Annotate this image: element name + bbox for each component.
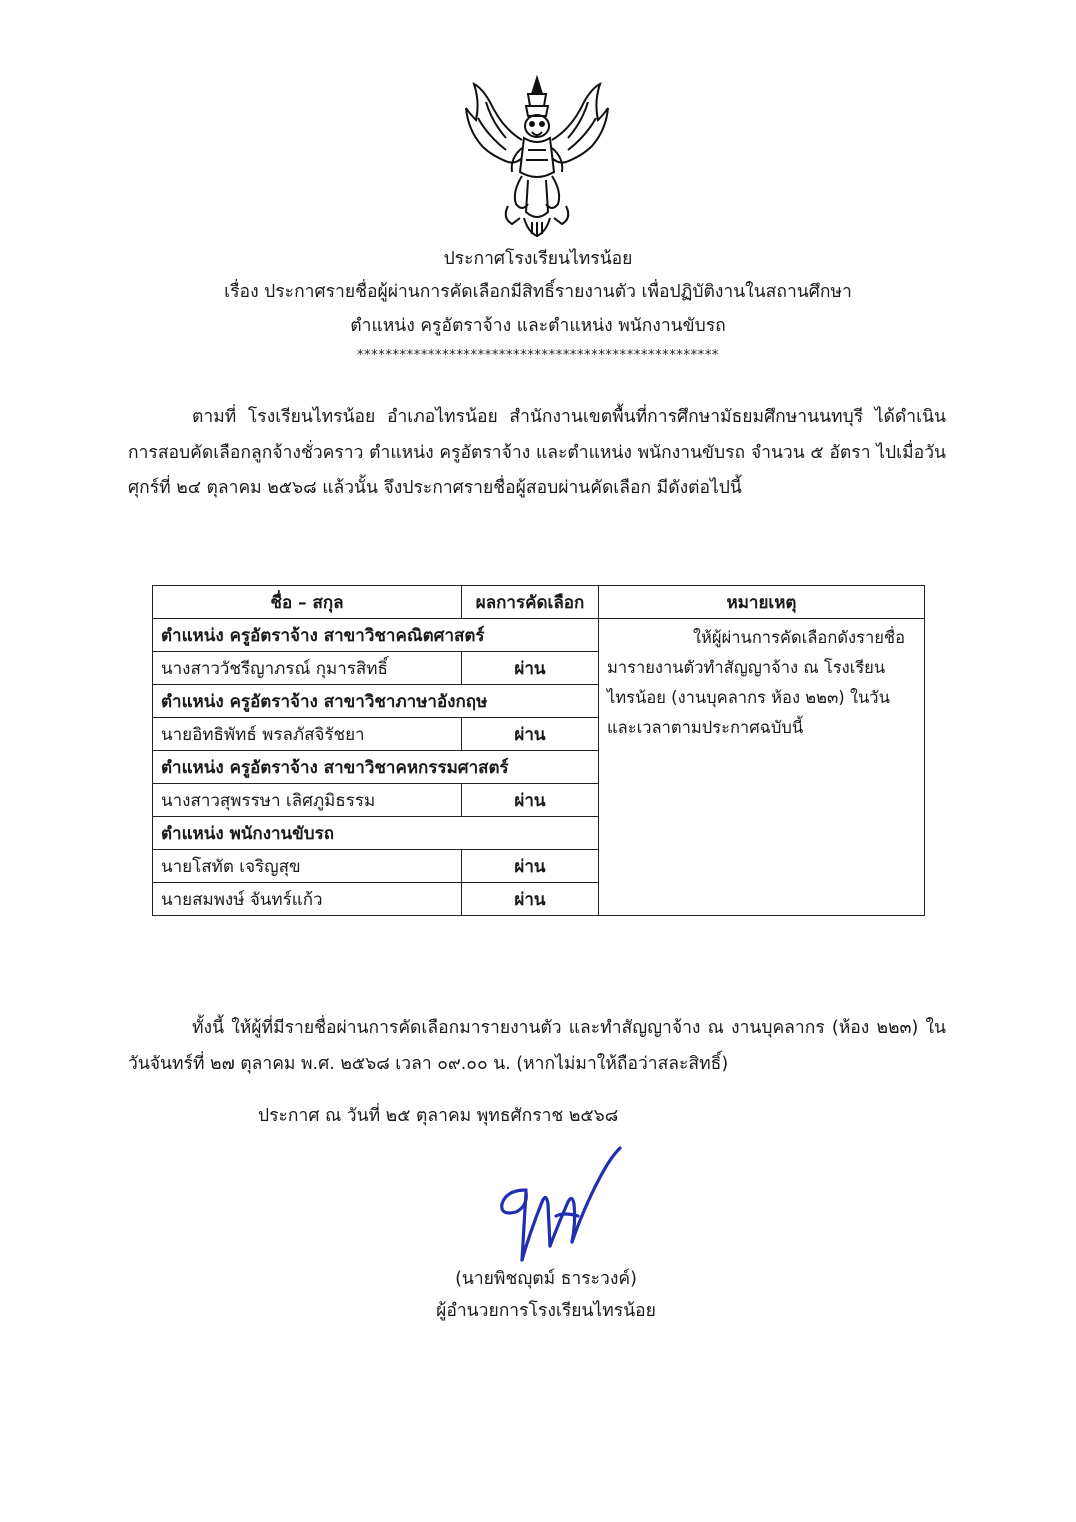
table-header-row xyxy=(153,586,925,619)
signer-name: (นายพิชญุตม์ ธาระวงค์) xyxy=(455,1269,637,1289)
candidate-result: ผ่าน xyxy=(462,850,599,883)
table-row xyxy=(153,619,925,652)
header-result: ผลการคัดเลือก xyxy=(462,586,599,619)
remark-cell xyxy=(599,619,925,916)
announcement-subject: เรื่อง ประกาศรายชื่อผู้ผ่านการคัดเลือกมีสิทธิ์รายงานตัว เพื่อปฏิบัติงานในสถานศึกษา xyxy=(224,282,852,302)
intro-text: ตามที่ โรงเรียนไทรน้อย อำเภอไทรน้อย สำนักงานเขตพื้นที่การศึกษามัธยมศึกษานนทบุรี ได้ดำเนินการสอบคัดเลือกลูกจ้างชั่วคราว ตำแหน่ง ครูอัตราจ้าง และตำแหน่ง พนักงานขับรถ จำนวน ๕ อัตรา ไปเมื่อวันศุกร์ที่ ๒๔ ตุลาคม ๒๕๖๘ แล้วนั้น จึงประกาศรายชื่อผู้สอบผ่านคัดเลือก มีดังต่อไปนี้ xyxy=(128,407,946,498)
candidate-result: ผ่าน xyxy=(462,652,599,685)
separator-line: *************************************************** xyxy=(356,348,720,363)
candidate-name: นางสาวสุพรรษา เลิศภูมิธรรม xyxy=(153,784,462,817)
intro-paragraph xyxy=(128,400,946,507)
announcement-positions: ตำแหน่ง ครูอัตราจ้าง และตำแหน่ง พนักงานขับรถ xyxy=(350,316,726,336)
candidate-result: ผ่าน xyxy=(462,718,599,751)
header-name: ชื่อ – สกุล xyxy=(153,586,462,619)
remark-text: ให้ผู้ผ่านการคัดเลือกดังรายชื่อ มารายงานตัวทำสัญญาจ้าง ณ โรงเรียนไทรน้อย (งานบุคลากร ห้อง ๒๒๓) ในวันและเวลาตามประกาศฉบับนี้ xyxy=(607,628,906,737)
announcement-title: ประกาศโรงเรียนไทรน้อย xyxy=(443,249,633,269)
closing-paragraph xyxy=(128,1011,946,1082)
position-row: ตำแหน่ง ครูอัตราจ้าง สาขาวิชาคณิตศาสตร์ xyxy=(153,619,599,652)
candidate-name: นายโสทัต เจริญสุข xyxy=(153,850,462,883)
garuda-emblem-icon xyxy=(462,72,612,240)
header-remark: หมายเหตุ xyxy=(599,586,925,619)
candidate-result: ผ่าน xyxy=(462,883,599,916)
position-row: ตำแหน่ง ครูอัตราจ้าง สาขาวิชาภาษาอังกฤษ xyxy=(153,685,599,718)
position-row: ตำแหน่ง ครูอัตราจ้าง สาขาวิชาคหกรรมศาสตร์ xyxy=(153,751,599,784)
candidate-result: ผ่าน xyxy=(462,784,599,817)
position-row: ตำแหน่ง พนักงานขับรถ xyxy=(153,817,599,850)
signer-title: ผู้อำนวยการโรงเรียนไทรน้อย xyxy=(436,1301,656,1321)
announce-date: ประกาศ ณ วันที่ ๒๕ ตุลาคม พุทธศักราช ๒๕๖๘ xyxy=(258,1106,619,1126)
results-table xyxy=(152,585,925,916)
candidate-name: นายอิทธิพัทธ์ พรลภัสจิรัชยา xyxy=(153,718,462,751)
candidate-name: นางสาววัชรีญาภรณ์ กุมารสิทธิ์ xyxy=(153,652,462,685)
closing-text: ทั้งนี้ ให้ผู้ที่มีรายชื่อผ่านการคัดเลือกมารายงานตัว และทำสัญญาจ้าง ณ งานบุคลากร (ห้อง ๒๒๓) ในวันจันทร์ที่ ๒๗ ตุลาคม พ.ศ. ๒๕๖๘ เวลา ๐๙.๐๐ น. (หากไม่มาให้ถือว่าสละสิทธิ์) xyxy=(128,1018,946,1074)
candidate-name: นายสมพงษ์ จันทร์แก้ว xyxy=(153,883,462,916)
handwritten-signature-icon xyxy=(486,1142,636,1277)
